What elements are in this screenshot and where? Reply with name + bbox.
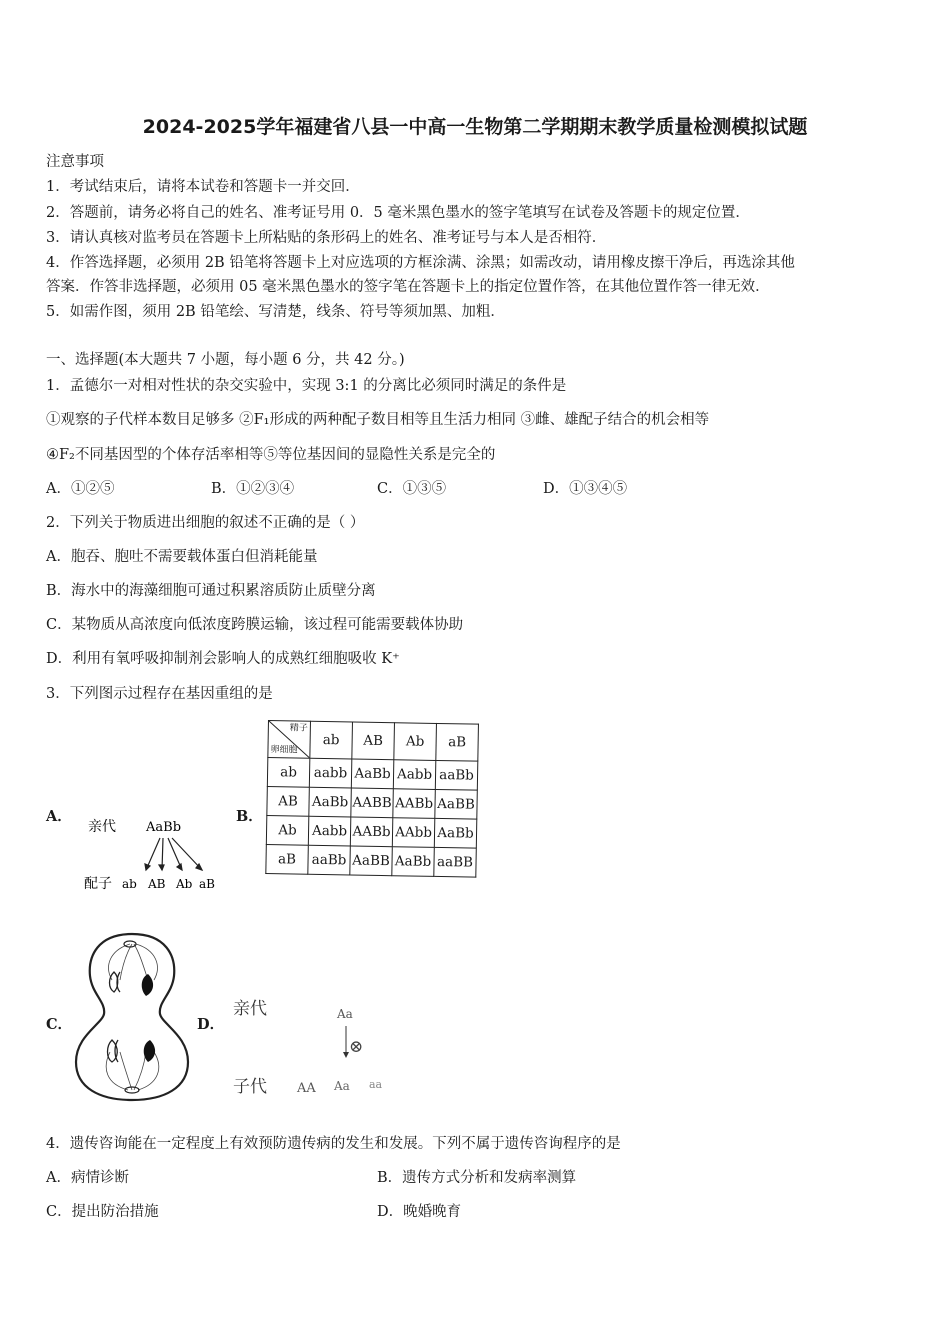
punnett-cell: AABB	[351, 788, 393, 818]
punnett-corner-egg: 卵细胞	[270, 745, 298, 756]
notice-item: 4．作答选择题，必须用 2B 铅笔将答题卡上对应选项的方框涂满、涂黑；如需改动，请用橡皮擦干净后，再选涂其他	[46, 255, 795, 271]
punnett-col-header: aB	[436, 723, 479, 761]
fig-d-child-label: 子代	[233, 1077, 267, 1097]
q4-option-c: C．提出防治措施	[46, 1204, 159, 1220]
fig-a-parent-genotype: AaBb	[146, 820, 182, 835]
question-3-stem: 3．下列图示过程存在基因重组的是	[46, 686, 273, 702]
question-4-stem: 4．遗传咨询能在一定程度上有效预防遗传病的发生和发展。下列不属于遗传咨询程序的是	[46, 1136, 621, 1152]
section-heading: 一、选择题(本大题共 7 小题，每小题 6 分，共 42 分。)	[46, 352, 405, 368]
punnett-cell: AAbb	[392, 818, 434, 848]
question-1-conditions: ④F₂不同基因型的个体存活率相等⑤等位基因间的显隐性关系是完全的	[46, 447, 496, 463]
q3-label-c: C．	[46, 1016, 73, 1033]
q2-option-a: A．胞吞、胞吐不需要载体蛋白但消耗能量	[46, 549, 318, 565]
question-1-conditions: ①观察的子代样本数目足够多 ②F₁形成的两种配子数目相等且生活力相同 ③雌、雄配子结合的机会相等	[46, 412, 710, 428]
q1-option-b: B．①②③④	[211, 481, 295, 497]
fig-a-gamete: ab	[122, 877, 137, 891]
question-1-stem: 1．孟德尔一对相对性状的杂交实验中，实现 3:1 的分离比必须同时满足的条件是	[46, 378, 567, 394]
punnett-cell: AaBb	[392, 847, 434, 877]
punnett-col-header: AB	[352, 722, 395, 760]
q4-option-a: A．病情诊断	[46, 1170, 129, 1186]
punnett-cell: AaBB	[435, 789, 477, 819]
figure-a-gamete-formation	[80, 812, 225, 894]
question-2-stem: 2．下列关于物质进出细胞的叙述不正确的是（ ）	[46, 515, 365, 531]
fig-d-child: Aa	[334, 1079, 350, 1093]
punnett-cell: Aabb	[308, 816, 350, 846]
page-title: 2024-2025学年福建省八县一中高一生物第二学期期末教学质量检测模拟试题	[142, 116, 808, 138]
fig-a-gamete: AB	[148, 877, 166, 891]
punnett-col-header: Ab	[394, 723, 437, 761]
figure-b-punnett-square	[265, 720, 479, 878]
fig-a-gamete: Ab	[176, 877, 193, 891]
notice-item: 3．请认真核对监考员在答题卡上所粘贴的条形码上的姓名、准考证号与本人是否相符．	[46, 230, 607, 246]
punnett-cell: AABb	[350, 817, 392, 847]
punnett-cell: AaBb	[434, 818, 476, 848]
figure-d-self-cross	[225, 990, 395, 1102]
fig-a-gamete-label: 配子	[84, 876, 112, 892]
q3-label-a: A．	[46, 808, 72, 825]
punnett-cell: aaBb	[308, 845, 350, 875]
notice-heading: 注意事项	[46, 154, 104, 170]
punnett-cell: Aabb	[393, 760, 435, 790]
fig-d-parent-genotype: Aa	[337, 1007, 353, 1021]
punnett-cell: aaBb	[435, 760, 477, 790]
punnett-cell: AaBb	[309, 787, 351, 817]
punnett-cell: AABb	[393, 789, 435, 819]
fig-d-child: aa	[369, 1078, 383, 1091]
q3-label-b: B．	[236, 808, 263, 825]
q1-option-c: C．①③⑤	[377, 481, 447, 497]
q2-option-b: B．海水中的海藻细胞可通过积累溶质防止质壁分离	[46, 583, 376, 599]
notice-item: 1．考试结束后，请将本试卷和答题卡一并交回．	[46, 179, 360, 195]
q1-option-a: A．①②⑤	[46, 481, 115, 497]
punnett-cell: aaBB	[434, 847, 476, 877]
fig-d-child: AA	[297, 1081, 316, 1096]
punnett-corner-sperm: 精子	[289, 723, 308, 734]
punnett-cell: AaBB	[350, 846, 392, 876]
punnett-row-header: ab	[267, 758, 309, 788]
q4-option-b: B．遗传方式分析和发病率测算	[377, 1170, 577, 1186]
q4-option-d: D．晚婚晚育	[377, 1204, 462, 1220]
punnett-row-header: Ab	[266, 815, 308, 845]
notice-item: 2．答题前，请务必将自己的姓名、准考证号用 0．5 毫米黑色墨水的签字笔填写在试卷及答题卡的规定位置．	[46, 205, 750, 221]
punnett-row-header: aB	[266, 844, 308, 874]
notice-item: 5．如需作图，须用 2B 铅笔绘、写清楚，线条、符号等须加黑、加粗．	[46, 304, 505, 320]
notice-item: 答案．作答非选择题，必须用 05 毫米黑色墨水的签字笔在答题卡上的指定位置作答，在其他位置作答一律无效．	[46, 279, 770, 295]
q2-option-c: C．某物质从高浓度向低浓度跨膜运输，该过程可能需要载体协助	[46, 617, 464, 633]
q3-label-d: D．	[197, 1016, 225, 1033]
figure-c-cell-division	[70, 928, 195, 1106]
q1-option-d: D．①③④⑤	[543, 481, 628, 497]
fig-d-self-symbol: ⊗	[349, 1037, 364, 1057]
q2-option-d: D．利用有氧呼吸抑制剂会影响人的成熟红细胞吸收 K⁺	[46, 651, 400, 667]
punnett-corner	[268, 721, 311, 759]
punnett-row-header: AB	[267, 786, 309, 816]
fig-d-parent-label: 亲代	[233, 999, 267, 1019]
punnett-cell: aabb	[309, 758, 351, 788]
punnett-col-header: ab	[310, 721, 353, 759]
punnett-cell: AaBb	[351, 759, 393, 789]
fig-a-parent-label: 亲代	[88, 819, 116, 835]
fig-a-gamete: aB	[199, 877, 215, 891]
